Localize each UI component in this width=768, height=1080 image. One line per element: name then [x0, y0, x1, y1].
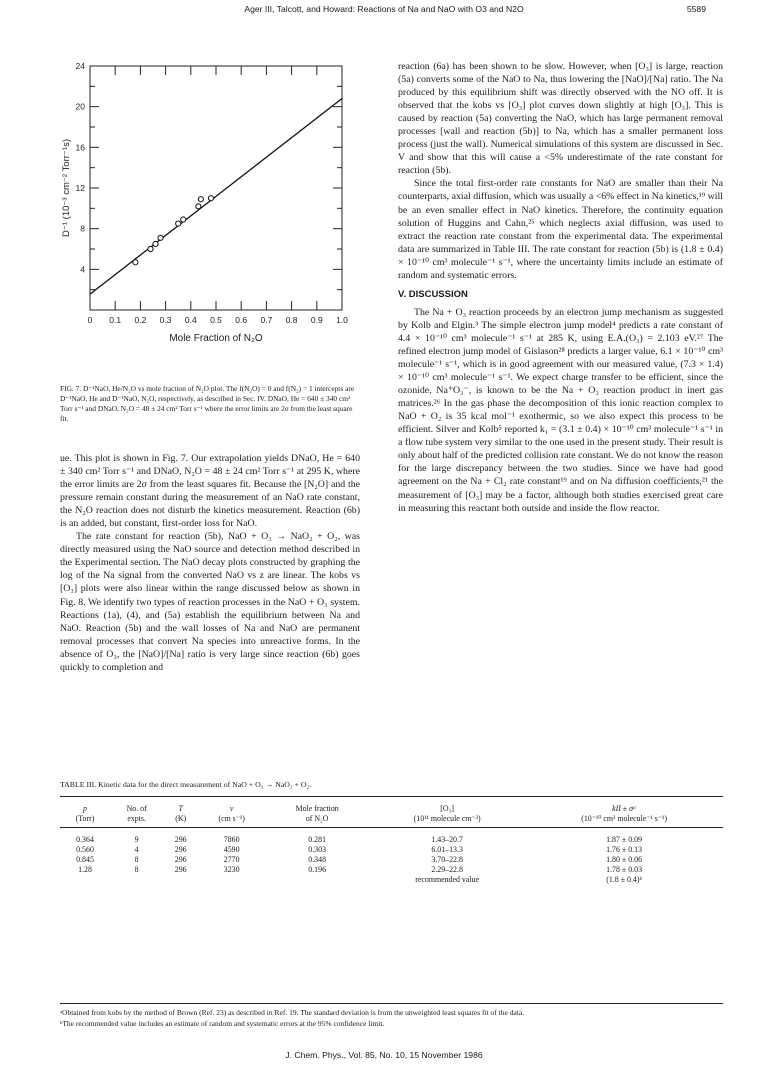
table-header-cell: expts. [127, 813, 146, 823]
y-tick-label: 24 [75, 61, 85, 71]
x-tick-label: 0.9 [310, 315, 323, 325]
recommended-value: (1.8 ± 0.4)ᵇ [606, 874, 642, 884]
figure-7 [60, 56, 360, 346]
table-row [60, 844, 723, 854]
table-cell: 6.01–13.3 [431, 844, 463, 854]
table-cell: 0.560 [76, 844, 94, 854]
table-row [60, 864, 723, 874]
table-cell: 1.43–20.7 [431, 834, 463, 844]
table-cell: 296 [174, 844, 187, 854]
x-tick-label: 0.6 [235, 315, 248, 325]
table-header-cell: [O₃] [440, 803, 454, 813]
table-cell: 2.29–22.8 [431, 864, 463, 874]
table-cell: 0.364 [76, 834, 94, 844]
x-tick-label: 0.7 [260, 315, 273, 325]
y-tick-label: 4 [80, 264, 85, 275]
table-header-cell: (10⁻¹⁰ cm³ molecule⁻¹ s⁻¹) [581, 813, 668, 823]
y-tick-label: 16 [75, 142, 85, 153]
y-tick-label: 8 [80, 223, 85, 234]
footnote-a: ᵃObtained from kobs by the method of Brown (Ref. 23) as described in Ref. 19. The standard deviation is from the unweighted least squares fit of the data. [60, 1008, 525, 1017]
table-caption: TABLE III. Kinetic data for the direct measurement of NaO + O₃ → NaO₂ + O₂. [60, 780, 312, 789]
running-title: Ager III, Talcott, and Howard: Reactions of Na and NaO with O3 and N2O [244, 4, 524, 14]
x-tick-label: 0.8 [285, 315, 298, 325]
data-point [181, 217, 186, 222]
table-cell: 1.78 ± 0.03 [606, 864, 643, 874]
journal-footer: J. Chem. Phys., Vol. 85, No. 10, 15 November 1986 [285, 1050, 483, 1060]
scatter-plot [60, 56, 360, 346]
y-tick-label: 20 [75, 101, 85, 112]
table-header-cell: Mole fraction [295, 803, 339, 813]
section-heading: V. DISCUSSION [398, 288, 468, 300]
left-column [60, 452, 360, 674]
footnote-b: ᵇThe recommended value includes an estimate of random and systematic errors at the 95% confidence limit. [60, 1018, 385, 1028]
data-point [196, 204, 201, 209]
recommended-label: recommended value [415, 874, 480, 884]
table-cell: 1.80 ± 0.06 [606, 854, 643, 864]
table-cell: 1.28 [78, 864, 92, 874]
x-tick-label: 0.4 [184, 315, 197, 325]
table-cell: 8 [134, 864, 139, 874]
data-point [133, 260, 138, 265]
table-cell: 0.348 [308, 854, 327, 864]
table-cell: 0.196 [308, 864, 327, 874]
table-cell: 3.70–22.8 [431, 854, 463, 864]
table-header-cell: No. of [126, 803, 147, 813]
paragraph: The Na + O₃ reaction proceeds by an electron jump mechanism as suggested by Kolb and Elgin.³ The simple electron jump model⁴ predicts a rate constant of 4.4 × 10⁻¹⁰ cm³ molecule⁻¹ s⁻¹ at 285 K, using E.A.(O₃) = 2.103 eV.²⁷ The refined electron jump model of Gislason²⁸ predicts a larger value, 6.1 × 10⁻¹⁰ cm³ molecule⁻¹ s⁻¹, which is in good agreement with our measured value, (7.3 × 1.4) × 10⁻¹⁰ cm³ molecule⁻¹ s⁻¹. We expect charge transfer to be efficient, since the ozonide, Na⁺O₃⁻, is known to be the Na + O₃ reaction product in inert gas matrices.²⁶ In the gas phase the decomposition of this ionic reaction complex to NaO + O₂ is 35 kcal mol⁻¹ exothermic, so we also expect this process to be efficient. Silver and Kolb⁵ reported k₁ = (3.1 ± 0.4) × 10⁻¹⁰ cm³ molecule⁻¹ s⁻¹ in a flow tube system very similar to the one used in the present study. Their result is only about half of the predicted collision rate constant. We do not know the reason for the large discrepancy between the two studies. Since we have had good agreement on the Na + Cl₂ rate constant¹⁹ and on Na diffusion coefficients,²¹ the measurement of [O₃] may be a factor, although both studies exercised great care in measuring this reactant both outside and inside the flow reactor. [398, 306, 723, 514]
data-point [176, 221, 181, 226]
table-cell: 0.845 [76, 854, 94, 864]
y-axis-label: D⁻¹ (10⁻³ cm⁻² Torr⁻¹s) [61, 139, 72, 237]
x-axis-label: Mole Fraction of N₂O [169, 333, 263, 344]
kinetics-table [60, 797, 723, 889]
table-header-cell: T [178, 803, 183, 813]
x-tick-label: 0.3 [159, 315, 172, 325]
table-row-recommended [60, 874, 723, 889]
table-header-cell: v [229, 803, 234, 813]
table-cell: 3230 [223, 864, 240, 874]
table-bottom-rule [60, 1003, 723, 1004]
table-cell: 2770 [223, 854, 240, 864]
paragraph: reaction (6a) has been shown to be slow. However, when [O₃] is large, reaction (5a) converts some of the NaO to Na, thus lowering the [NaO]/[Na] ratio. The Na produced by this equilibrium shift was directly observed with the NO off. It is observed that the kobs vs [O₃] plot curves down slightly at high [O₃]. This is caused by reaction (5a) converting the NaO, which has large permanent removal processes [wall and reaction (5b)] to Na, which has a smaller permanent loss process (just the wall). Numerical simulations of this system are discussed in Sec. V and show that this will cause a <5% underestimate of the rate constant for reaction (5b). [398, 61, 723, 177]
table-cell: 1.76 ± 0.13 [606, 844, 643, 854]
table-footnotes [60, 1008, 723, 1029]
paragraph: Since the total first-order rate constants for NaO are smaller than their Na counterparts, axial diffusion, which was usually a <6% effect in Na kinetics,¹⁹ will be an even smaller effect in NaO kinetics. Therefore, the continuity equation solution of Huggins and Cahn,²⁵ which neglects axial diffusion, was used to extract the reaction rate constant from the experimental data. The experimental data are summarized in Table III. The rate constant for reaction (5b) is (1.8 ± 0.4) × 10⁻¹⁰ cm³ molecule⁻¹ s⁻¹, where the uncertainty limits include an estimate of random and systematic errors. [398, 178, 723, 281]
table-cell: 0.281 [308, 834, 327, 844]
table-cell: 296 [174, 854, 187, 864]
table-cell: 296 [174, 834, 187, 844]
table-header-cell: of N₂O [305, 813, 329, 823]
table-cell: 8 [134, 854, 139, 864]
table-cell: 296 [174, 864, 187, 874]
data-point [158, 235, 163, 240]
table-cell: 7860 [223, 834, 240, 844]
table-header-cell: (cm s⁻¹) [218, 813, 245, 823]
table-header-cell: p [83, 803, 87, 813]
running-header [0, 4, 768, 20]
x-tick-label: 0.5 [210, 315, 222, 325]
right-column [398, 60, 723, 515]
page-number: 5589 [686, 4, 706, 14]
data-point [148, 246, 153, 251]
table-cell: 4590 [223, 844, 240, 854]
x-tick-label: 0.2 [134, 315, 147, 325]
y-tick-label: 12 [75, 183, 85, 193]
data-point [198, 197, 203, 202]
table-header-row [60, 797, 723, 813]
table-cell: 4 [134, 844, 139, 854]
table-cell: 1.87 ± 0.09 [606, 834, 643, 844]
x-tick-label: 1.0 [336, 315, 348, 325]
paragraph: The rate constant for reaction (5b), NaO + O₃ → NaO₂ + O₂, was directly measured using the NaO source and detection method described in the Experimental section. The NaO decay plots constructed by graphing the log of the Na signal from the converted NaO vs z are linear. The kobs vs [O₃] plots were also linear within the range discussed below as shown in Fig. 8. We identify two types of reaction processes in the NaO + O₃ system. Reactions (1a), (4), and (5a) establish the equilibrium between Na and NaO. Reaction (5b) and the wall losses of Na and NaO are permanent removal processes that convert Na species into unreactive forms. In the absence of O₃, the [NaO]/[Na] ratio is very large since reaction (6b) goes quickly to completion and [60, 531, 360, 673]
data-point [208, 196, 213, 201]
data-point [153, 241, 158, 246]
table-row [60, 828, 723, 845]
table-header-cell: (K) [175, 813, 187, 823]
table-header-row [60, 813, 723, 828]
table-cell: 9 [134, 834, 139, 844]
fit-line [90, 99, 342, 295]
paragraph: ue. This plot is shown in Fig. 7. Our extrapolation yields DNaO, He = 640 ± 340 cm² Torr s⁻¹ and DNaO, N₂O = 48 ± 24 cm² Torr s⁻¹ at 295 K, where the error limits are 2σ from the least squares fit. Because the [N₂O] and the pressure remain constant during the measurement of an NaO rate constant, the N₂O reaction does not disturb the kinetics measurement. Reaction (6b) is an added, but constant, first-order loss for NaO. [60, 453, 360, 530]
figure-caption: FIG. 7. D⁻¹NaO, He/N₂O vs mole fraction of N₂O plot. The f(N₂O) = 0 and f(N₂) = 1 intercepts are D⁻¹NaO, He and D⁻¹NaO, N₂O, respectively, as described in Sec. IV. DNaO, He = 640 ± 340 cm² Torr s⁻¹ and DNaO, N₂O = 48 ± 24 cm² Torr s⁻¹ where the error limits are 2σ from the least square fit. [60, 384, 355, 424]
x-tick-label: 0.1 [109, 315, 122, 325]
table-row [60, 854, 723, 864]
table-header-cell: kII ± σᵃ [612, 803, 637, 813]
table-header-cell: (Torr) [75, 813, 95, 823]
x-tick-label: 0 [87, 315, 93, 325]
table-cell: 0.303 [308, 844, 327, 854]
table-header-cell: (10¹¹ molecule cm⁻³) [413, 813, 481, 823]
plot-frame [90, 66, 342, 310]
